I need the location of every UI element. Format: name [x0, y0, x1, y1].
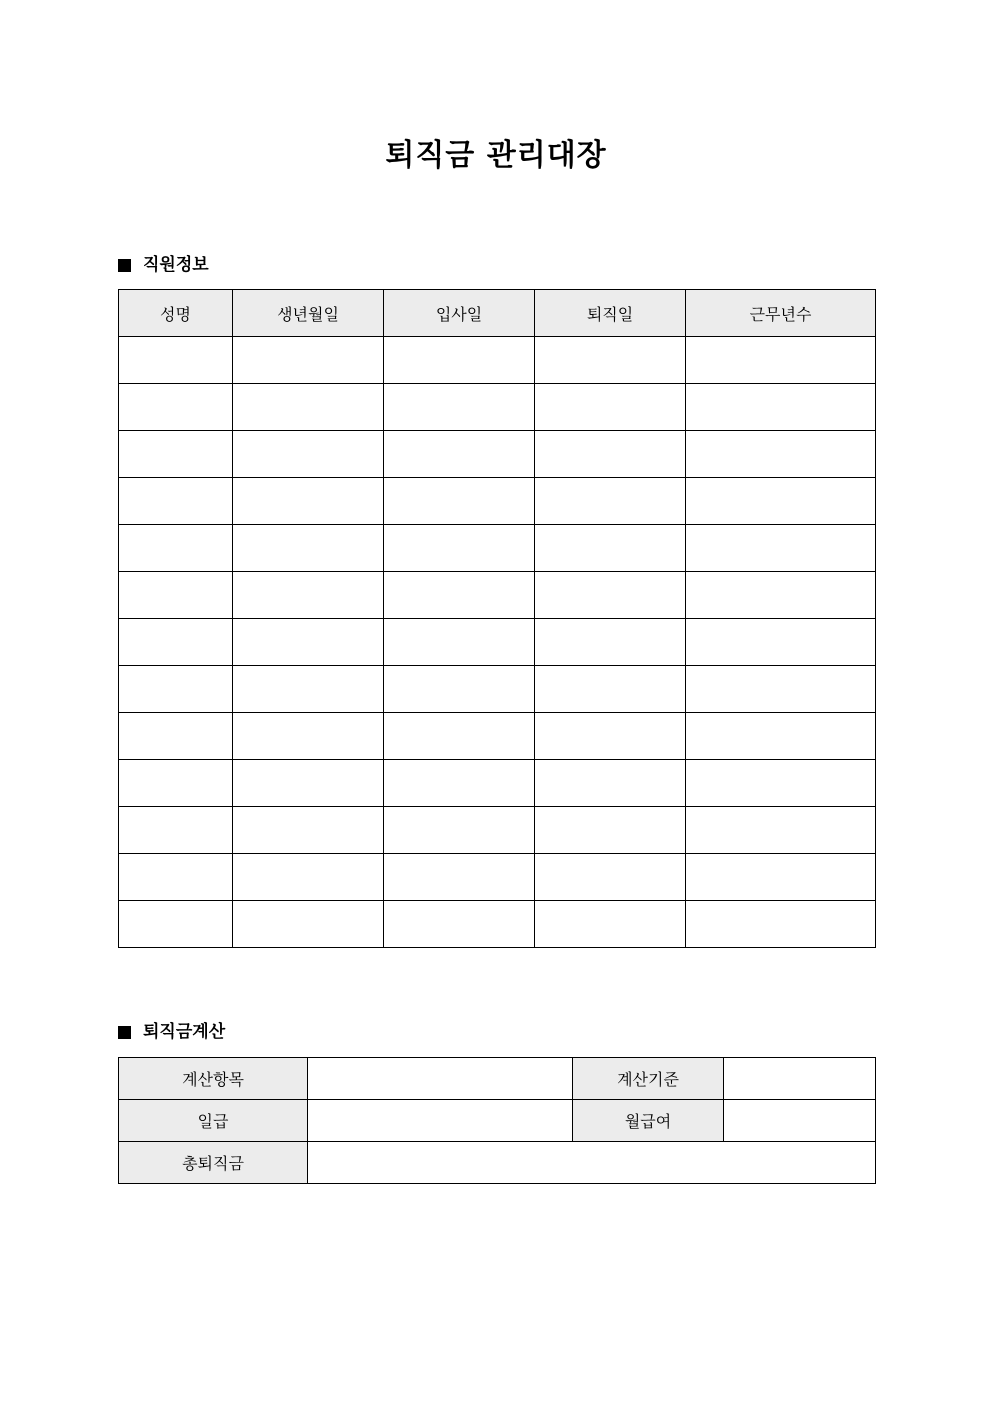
table-row — [119, 854, 876, 901]
calc-basis-value[interactable] — [724, 1058, 876, 1100]
table-row — [119, 525, 876, 572]
name-cell[interactable] — [119, 431, 233, 478]
name-cell[interactable] — [119, 525, 233, 572]
table-row — [119, 901, 876, 948]
retire-date-cell[interactable] — [535, 525, 686, 572]
birthdate-cell[interactable] — [233, 478, 384, 525]
retire-date-cell[interactable] — [535, 619, 686, 666]
daily-wage-value[interactable] — [308, 1100, 573, 1142]
table-row — [119, 337, 876, 384]
retire-date-cell[interactable] — [535, 901, 686, 948]
name-cell[interactable] — [119, 384, 233, 431]
monthly-wage-value[interactable] — [724, 1100, 876, 1142]
daily-wage-label: 일급 — [119, 1100, 308, 1142]
birthdate-cell[interactable] — [233, 901, 384, 948]
retire-date-cell[interactable] — [535, 337, 686, 384]
years-of-service-cell[interactable] — [686, 478, 876, 525]
birthdate-cell[interactable] — [233, 854, 384, 901]
name-cell[interactable] — [119, 619, 233, 666]
years-of-service-cell[interactable] — [686, 384, 876, 431]
name-cell[interactable] — [119, 760, 233, 807]
calc-basis-label: 계산기준 — [573, 1058, 724, 1100]
retire-date-cell[interactable] — [535, 431, 686, 478]
retire-date-cell[interactable] — [535, 807, 686, 854]
years-of-service-cell[interactable] — [686, 431, 876, 478]
table-row — [119, 807, 876, 854]
name-cell[interactable] — [119, 337, 233, 384]
birthdate-cell[interactable] — [233, 666, 384, 713]
retire-date-cell[interactable] — [535, 572, 686, 619]
hire-date-cell[interactable] — [384, 431, 535, 478]
employee-section-title: 직원정보 — [143, 255, 209, 275]
birthdate-cell[interactable] — [233, 431, 384, 478]
hire-date-cell[interactable] — [384, 478, 535, 525]
birthdate-cell[interactable] — [233, 384, 384, 431]
table-row — [119, 431, 876, 478]
hire-date-cell[interactable] — [384, 572, 535, 619]
column-header-retire-date: 퇴직일 — [535, 290, 686, 337]
hire-date-cell[interactable] — [384, 619, 535, 666]
birthdate-cell[interactable] — [233, 619, 384, 666]
retire-date-cell[interactable] — [535, 760, 686, 807]
table-row — [119, 760, 876, 807]
calc-item-label: 계산항목 — [119, 1058, 308, 1100]
table-header-row — [119, 290, 876, 337]
hire-date-cell[interactable] — [384, 525, 535, 572]
name-cell[interactable] — [119, 854, 233, 901]
total-severance-value[interactable] — [308, 1142, 876, 1184]
name-cell[interactable] — [119, 901, 233, 948]
column-header-hire-date: 입사일 — [384, 290, 535, 337]
years-of-service-cell[interactable] — [686, 713, 876, 760]
retire-date-cell[interactable] — [535, 666, 686, 713]
table-row — [119, 572, 876, 619]
years-of-service-cell[interactable] — [686, 760, 876, 807]
table-row — [119, 478, 876, 525]
birthdate-cell[interactable] — [233, 337, 384, 384]
monthly-wage-label: 월급여 — [573, 1100, 724, 1142]
table-row — [119, 1058, 876, 1100]
retire-date-cell[interactable] — [535, 854, 686, 901]
birthdate-cell[interactable] — [233, 760, 384, 807]
table-row — [119, 619, 876, 666]
birthdate-cell[interactable] — [233, 525, 384, 572]
table-row — [119, 713, 876, 760]
birthdate-cell[interactable] — [233, 713, 384, 760]
retire-date-cell[interactable] — [535, 713, 686, 760]
document-title: 퇴직금 관리대장 — [385, 138, 607, 173]
total-severance-label: 총퇴직금 — [119, 1142, 308, 1184]
years-of-service-cell[interactable] — [686, 854, 876, 901]
years-of-service-cell[interactable] — [686, 525, 876, 572]
retire-date-cell[interactable] — [535, 384, 686, 431]
table-row — [119, 384, 876, 431]
hire-date-cell[interactable] — [384, 384, 535, 431]
calc-section-title: 퇴직금계산 — [143, 1022, 226, 1042]
calc-item-value[interactable] — [308, 1058, 573, 1100]
name-cell[interactable] — [119, 478, 233, 525]
years-of-service-cell[interactable] — [686, 666, 876, 713]
hire-date-cell[interactable] — [384, 854, 535, 901]
name-cell[interactable] — [119, 666, 233, 713]
column-header-birthdate: 생년월일 — [233, 290, 384, 337]
years-of-service-cell[interactable] — [686, 572, 876, 619]
hire-date-cell[interactable] — [384, 337, 535, 384]
table-row — [119, 666, 876, 713]
column-header-years-of-service: 근무년수 — [686, 290, 876, 337]
hire-date-cell[interactable] — [384, 760, 535, 807]
name-cell[interactable] — [119, 572, 233, 619]
hire-date-cell[interactable] — [384, 666, 535, 713]
table-row — [119, 1100, 876, 1142]
employee-info-table — [118, 289, 876, 948]
hire-date-cell[interactable] — [384, 713, 535, 760]
name-cell[interactable] — [119, 713, 233, 760]
birthdate-cell[interactable] — [233, 572, 384, 619]
hire-date-cell[interactable] — [384, 807, 535, 854]
square-bullet-icon — [118, 1026, 131, 1039]
calc-section-heading — [118, 1020, 225, 1044]
column-header-name: 성명 — [119, 290, 233, 337]
hire-date-cell[interactable] — [384, 901, 535, 948]
table-row — [119, 1142, 876, 1184]
square-bullet-icon — [118, 259, 131, 272]
years-of-service-cell[interactable] — [686, 337, 876, 384]
employee-section-heading — [118, 253, 209, 277]
name-cell[interactable] — [119, 807, 233, 854]
years-of-service-cell[interactable] — [686, 807, 876, 854]
years-of-service-cell[interactable] — [686, 901, 876, 948]
years-of-service-cell[interactable] — [686, 619, 876, 666]
severance-calc-table — [118, 1057, 876, 1184]
birthdate-cell[interactable] — [233, 807, 384, 854]
retire-date-cell[interactable] — [535, 478, 686, 525]
